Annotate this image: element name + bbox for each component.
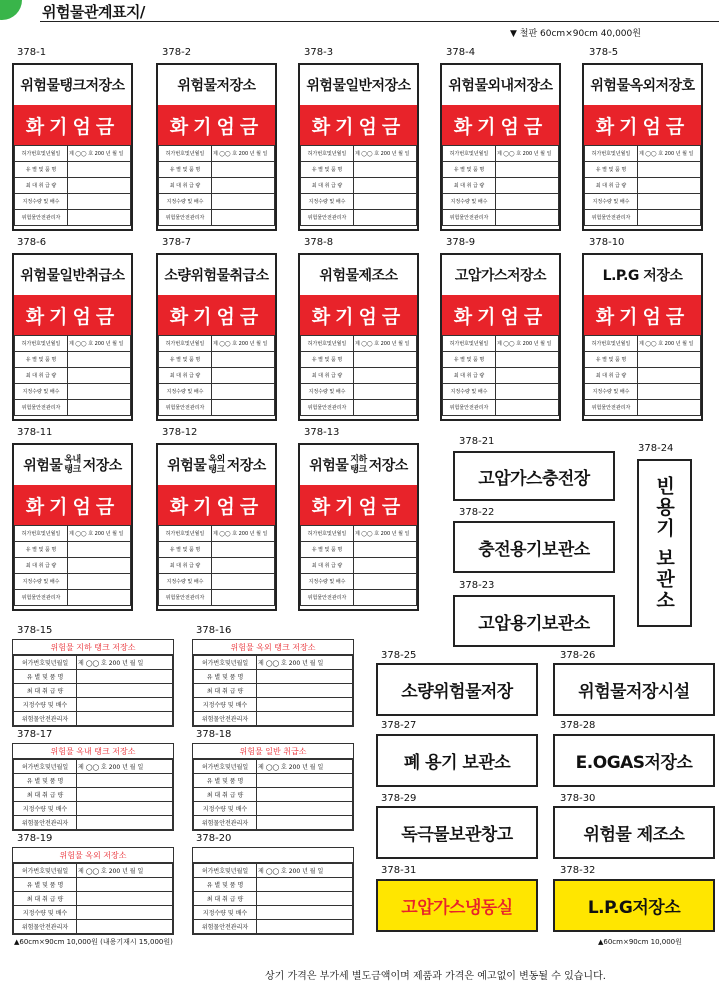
permit-value: 제 ◯◯ 호 200 년 월 일	[212, 146, 275, 162]
row-label: 허가번호및년월일	[585, 146, 638, 162]
footer-disclaimer: 상기 가격은 부가세 별도금액이며 제품과 가격은 예고없이 변동될 수 있습니다.	[265, 971, 606, 982]
row-label: 최 대 취 급 량	[301, 558, 354, 574]
row-label: 위험물안전관리자	[14, 816, 77, 830]
row-label: 허가번호및년월일	[194, 656, 257, 670]
code-378-16: 378-16	[196, 625, 232, 636]
info-table	[442, 335, 559, 416]
code-378-15: 378-15	[17, 625, 53, 636]
row-label: 유 별 및 품 명	[15, 352, 68, 368]
row-label: 위험물안전관리자	[14, 920, 77, 934]
info-table	[13, 863, 173, 934]
row-label: 위험물안전관리자	[194, 920, 257, 934]
sign-title: 위험물탱크저장소	[20, 78, 125, 94]
code-378-11: 378-11	[17, 427, 53, 438]
plate-378-29: 독극물보관창고	[376, 806, 538, 859]
row-label: 유 별 및 품 명	[15, 542, 68, 558]
row-label: 유 별 및 품 명	[194, 774, 257, 788]
row-label: 허가번호및년월일	[301, 146, 354, 162]
code-378-21: 378-21	[459, 436, 495, 447]
row-label: 허가번호및년월일	[14, 656, 77, 670]
row-label: 유 별 및 품 명	[301, 542, 354, 558]
row-label: 최 대 취 급 량	[194, 788, 257, 802]
plate-378-25: 소량위험물저장	[376, 663, 538, 716]
row-label: 위험물안전관리자	[15, 400, 68, 416]
sign-title-sub: 탱크	[208, 465, 225, 475]
code-378-31: 378-31	[381, 865, 417, 876]
row-label: 허가번호및년월일	[15, 336, 68, 352]
header-divider	[40, 21, 719, 22]
code-378-30: 378-30	[560, 793, 596, 804]
sign-title-stack	[350, 455, 366, 475]
sign-title: 고압가스저장소	[454, 268, 547, 284]
fire-warning-band: 화기엄금	[584, 105, 701, 145]
row-label: 허가번호및년월일	[159, 336, 212, 352]
row-label: 지정수량 및 배수	[194, 906, 257, 920]
row-label: 위험물안전관리자	[301, 590, 354, 606]
row-label: 최 대 취 급 량	[159, 368, 212, 384]
row-label: 최 대 취 급 량	[15, 178, 68, 194]
main-price-note: ▼ 철판 60cm×90cm 40,000원	[510, 29, 641, 39]
info-table	[442, 145, 559, 226]
sign-378-4	[440, 63, 561, 231]
permit-value: 제 ◯◯ 호 200 년 월 일	[354, 336, 417, 352]
row-label: 유 별 및 품 명	[14, 670, 77, 684]
fire-warning-band: 화기엄금	[158, 485, 275, 525]
row-label: 최 대 취 급 량	[159, 558, 212, 574]
code-378-26: 378-26	[560, 650, 596, 661]
sign-title: 위험물제조소	[319, 268, 398, 284]
row-label: 최 대 취 급 량	[585, 178, 638, 194]
sign-title-sub: 탱크	[64, 465, 81, 475]
plate-378-23: 고압용기보관소	[453, 595, 615, 647]
row-label: 유 별 및 품 명	[194, 670, 257, 684]
row-label: 유 별 및 품 명	[443, 162, 496, 178]
code-378-29: 378-29	[381, 793, 417, 804]
sign-title-sub: 옥외	[208, 455, 225, 465]
row-label: 허가번호및년월일	[443, 146, 496, 162]
sign-title-sub: 옥내	[64, 455, 81, 465]
sign-title-main: 저장소	[368, 458, 408, 474]
row-label: 허가번호및년월일	[301, 336, 354, 352]
row-label: 위험물안전관리자	[443, 210, 496, 226]
row-label: 허가번호및년월일	[443, 336, 496, 352]
permit-value: 제 ◯◯ 호 200 년 월 일	[257, 864, 353, 878]
sign-title-main: 위험물	[23, 458, 63, 474]
code-378-3: 378-3	[304, 47, 334, 58]
row-label: 유 별 및 품 명	[14, 878, 77, 892]
sign-378-7	[156, 253, 277, 421]
row-label: 유 별 및 품 명	[159, 162, 212, 178]
code-378-2: 378-2	[162, 47, 192, 58]
row-label: 유 별 및 품 명	[443, 352, 496, 368]
permit-value: 제 ◯◯ 호 200 년 월 일	[354, 146, 417, 162]
permit-value: 제 ◯◯ 호 200 년 월 일	[638, 146, 701, 162]
row-label: 위험물안전관리자	[194, 816, 257, 830]
row-label: 지정수량 및 배수	[14, 906, 77, 920]
row-label: 유 별 및 품 명	[301, 162, 354, 178]
info-table	[14, 335, 131, 416]
permit-value: 제 ◯◯ 호 200 년 월 일	[68, 526, 131, 542]
row-label: 최 대 취 급 량	[159, 178, 212, 194]
row-label: 지정수량 및 배수	[585, 384, 638, 400]
code-378-6: 378-6	[17, 237, 47, 248]
table-378-16	[192, 639, 354, 727]
row-label: 위험물안전관리자	[15, 210, 68, 226]
page-title: 위험물관계표지/	[42, 3, 145, 21]
row-label: 유 별 및 품 명	[159, 542, 212, 558]
fire-warning-band: 화기엄금	[442, 105, 559, 145]
row-label: 지정수량 및 배수	[301, 194, 354, 210]
row-label: 최 대 취 급 량	[14, 788, 77, 802]
row-label: 지정수량 및 배수	[443, 384, 496, 400]
row-label: 위험물안전관리자	[159, 590, 212, 606]
fire-warning-band: 화기엄금	[158, 295, 275, 335]
row-label: 위험물안전관리자	[301, 400, 354, 416]
code-378-10: 378-10	[589, 237, 625, 248]
code-378-20: 378-20	[196, 833, 232, 844]
plate-378-32: L.P.G저장소	[553, 879, 715, 932]
sign-378-11	[12, 443, 133, 611]
code-378-8: 378-8	[304, 237, 334, 248]
row-label: 지정수량 및 배수	[194, 802, 257, 816]
row-label: 지정수량 및 배수	[159, 574, 212, 590]
row-label: 위험물안전관리자	[301, 210, 354, 226]
table-378-18	[192, 743, 354, 831]
sign-title: 위험물저장소	[177, 78, 256, 94]
fire-warning-band: 화기엄금	[300, 295, 417, 335]
sign-378-2	[156, 63, 277, 231]
row-label: 허가번호및년월일	[159, 146, 212, 162]
row-label: 지정수량 및 배수	[159, 384, 212, 400]
row-label: 위험물안전관리자	[443, 400, 496, 416]
row-label: 지정수량 및 배수	[585, 194, 638, 210]
row-label: 최 대 취 급 량	[15, 368, 68, 384]
row-label: 위험물안전관리자	[14, 712, 77, 726]
sign-378-6	[12, 253, 133, 421]
sign-title-stack	[208, 455, 224, 475]
row-label: 유 별 및 품 명	[301, 352, 354, 368]
fire-warning-band: 화기엄금	[14, 485, 131, 525]
row-label: 위험물안전관리자	[15, 590, 68, 606]
table-378-20	[192, 847, 354, 935]
row-label: 최 대 취 급 량	[301, 368, 354, 384]
fire-warning-band: 화기엄금	[14, 295, 131, 335]
code-378-23: 378-23	[459, 580, 495, 591]
permit-value: 제 ◯◯ 호 200 년 월 일	[68, 146, 131, 162]
sign-378-1	[12, 63, 133, 231]
row-label: 지정수량 및 배수	[15, 574, 68, 590]
code-378-17: 378-17	[17, 729, 53, 740]
plate-378-21: 고압가스충전장	[453, 451, 615, 501]
fire-warning-band: 화기엄금	[584, 295, 701, 335]
table-caption	[193, 848, 353, 863]
permit-value: 제 ◯◯ 호 200 년 월 일	[354, 526, 417, 542]
row-label: 유 별 및 품 명	[14, 774, 77, 788]
row-label: 지정수량 및 배수	[194, 698, 257, 712]
row-label: 허가번호및년월일	[14, 864, 77, 878]
permit-value: 제 ◯◯ 호 200 년 월 일	[496, 146, 559, 162]
info-table	[300, 335, 417, 416]
code-378-32: 378-32	[560, 865, 596, 876]
plate-378-22: 충전용기보관소	[453, 521, 615, 573]
permit-value: 제 ◯◯ 호 200 년 월 일	[212, 526, 275, 542]
permit-value: 제 ◯◯ 호 200 년 월 일	[77, 864, 173, 878]
plate-378-26: 위험물저장시설	[553, 663, 715, 716]
sign-378-3	[298, 63, 419, 231]
row-label: 허가번호및년월일	[194, 760, 257, 774]
sign-378-8	[298, 253, 419, 421]
code-378-9: 378-9	[446, 237, 476, 248]
row-label: 유 별 및 품 명	[585, 352, 638, 368]
code-378-24: 378-24	[638, 443, 674, 454]
sign-title: 소량위험물취급소	[164, 268, 269, 284]
sign-title-main: 저장소	[226, 458, 266, 474]
info-table	[584, 145, 701, 226]
row-label: 최 대 취 급 량	[15, 558, 68, 574]
info-table	[193, 759, 353, 830]
row-label: 허가번호및년월일	[14, 760, 77, 774]
plate-378-30: 위험물 제조소	[553, 806, 715, 859]
code-378-27: 378-27	[381, 720, 417, 731]
sign-title-main: 저장소	[82, 458, 122, 474]
row-label: 최 대 취 급 량	[14, 684, 77, 698]
row-label: 지정수량 및 배수	[301, 574, 354, 590]
table-378-19	[12, 847, 174, 935]
fire-warning-band: 화기엄금	[300, 485, 417, 525]
code-378-25: 378-25	[381, 650, 417, 661]
sign-title	[158, 445, 275, 485]
row-label: 위험물안전관리자	[159, 210, 212, 226]
code-378-19: 378-19	[17, 833, 53, 844]
row-label: 허가번호및년월일	[301, 526, 354, 542]
table-caption: 위험물 지하 탱크 저장소	[13, 640, 173, 655]
row-label: 유 별 및 품 명	[15, 162, 68, 178]
row-label: 최 대 취 급 량	[443, 368, 496, 384]
sign-title-main: 위험물	[309, 458, 349, 474]
table-caption: 위험물 옥외 저장소	[13, 848, 173, 863]
code-378-13: 378-13	[304, 427, 340, 438]
table-caption: 위험물 일반 취급소	[193, 744, 353, 759]
permit-value: 제 ◯◯ 호 200 년 월 일	[496, 336, 559, 352]
info-table	[300, 145, 417, 226]
code-378-18: 378-18	[196, 729, 232, 740]
sign-title	[14, 445, 131, 485]
sign-378-12	[156, 443, 277, 611]
sign-title-main: 위험물	[167, 458, 207, 474]
row-label: 지정수량 및 배수	[14, 802, 77, 816]
fire-warning-band: 화기엄금	[158, 105, 275, 145]
fire-warning-band: 화기엄금	[14, 105, 131, 145]
sign-title-sub: 탱크	[350, 465, 367, 475]
permit-value: 제 ◯◯ 호 200 년 월 일	[68, 336, 131, 352]
sign-378-13	[298, 443, 419, 611]
table-378-15	[12, 639, 174, 727]
info-table	[584, 335, 701, 416]
sign-title: L.P.G 저장소	[602, 268, 683, 284]
info-table	[13, 759, 173, 830]
info-table	[158, 335, 275, 416]
plate-378-31: 고압가스냉동실	[376, 879, 538, 932]
code-378-22: 378-22	[459, 507, 495, 518]
row-label: 유 별 및 품 명	[194, 878, 257, 892]
row-label: 유 별 및 품 명	[159, 352, 212, 368]
row-label: 지정수량 및 배수	[15, 384, 68, 400]
permit-value: 제 ◯◯ 호 200 년 월 일	[638, 336, 701, 352]
row-label: 지정수량 및 배수	[14, 698, 77, 712]
plate-378-28: E.OGAS저장소	[553, 734, 715, 787]
row-label: 최 대 취 급 량	[14, 892, 77, 906]
info-table	[300, 525, 417, 606]
row-label: 위험물안전관리자	[585, 210, 638, 226]
row-label: 최 대 취 급 량	[443, 178, 496, 194]
permit-value: 제 ◯◯ 호 200 년 월 일	[77, 656, 173, 670]
sign-title-sub: 지하	[350, 455, 367, 465]
row-label: 최 대 취 급 량	[301, 178, 354, 194]
row-label: 지정수량 및 배수	[443, 194, 496, 210]
code-378-7: 378-7	[162, 237, 192, 248]
row-label: 지정수량 및 배수	[301, 384, 354, 400]
row-label: 위험물안전관리자	[194, 712, 257, 726]
permit-value: 제 ◯◯ 호 200 년 월 일	[257, 656, 353, 670]
row-label: 최 대 취 급 량	[194, 684, 257, 698]
table-caption: 위험물 옥외 탱크 저장소	[193, 640, 353, 655]
code-378-12: 378-12	[162, 427, 198, 438]
info-table	[158, 525, 275, 606]
info-table	[193, 863, 353, 934]
price-note-left: ▲60cm×90cm 10,000원 (내용기재시 15,000원)	[14, 938, 173, 946]
sign-title: 위험물옥외저장호	[590, 78, 695, 94]
sign-378-5	[582, 63, 703, 231]
row-label: 위험물안전관리자	[159, 400, 212, 416]
permit-value: 제 ◯◯ 호 200 년 월 일	[77, 760, 173, 774]
page-header	[0, 0, 719, 26]
code-378-28: 378-28	[560, 720, 596, 731]
info-table	[193, 655, 353, 726]
row-label: 허가번호및년월일	[15, 526, 68, 542]
sign-title: 위험물일반저장소	[306, 78, 411, 94]
row-label: 허가번호및년월일	[15, 146, 68, 162]
header-accent-shape	[0, 0, 22, 20]
row-label: 최 대 취 급 량	[585, 368, 638, 384]
row-label: 유 별 및 품 명	[585, 162, 638, 178]
row-label: 위험물안전관리자	[585, 400, 638, 416]
sign-title: 위험물외내저장소	[448, 78, 553, 94]
table-378-17	[12, 743, 174, 831]
plate-378-27: 폐 용기 보관소	[376, 734, 538, 787]
row-label: 허가번호및년월일	[194, 864, 257, 878]
code-378-1: 378-1	[17, 47, 47, 58]
row-label: 지정수량 및 배수	[15, 194, 68, 210]
info-table	[14, 525, 131, 606]
permit-value: 제 ◯◯ 호 200 년 월 일	[212, 336, 275, 352]
row-label: 허가번호및년월일	[585, 336, 638, 352]
fire-warning-band: 화기엄금	[300, 105, 417, 145]
code-378-4: 378-4	[446, 47, 476, 58]
sign-title: 위험물일반취급소	[20, 268, 125, 284]
sign-title-stack	[64, 455, 80, 475]
fire-warning-band: 화기엄금	[442, 295, 559, 335]
plate-378-24	[637, 459, 692, 627]
sign-378-10	[582, 253, 703, 421]
row-label: 최 대 취 급 량	[194, 892, 257, 906]
plate-378-24-text: 빈용기 보관소	[653, 475, 675, 611]
info-table	[13, 655, 173, 726]
table-caption: 위험물 옥내 탱크 저장소	[13, 744, 173, 759]
row-label: 지정수량 및 배수	[159, 194, 212, 210]
sign-title	[300, 445, 417, 485]
price-note-right: ▲60cm×90cm 10,000원	[598, 938, 682, 946]
row-label: 허가번호및년월일	[159, 526, 212, 542]
code-378-5: 378-5	[589, 47, 619, 58]
permit-value: 제 ◯◯ 호 200 년 월 일	[257, 760, 353, 774]
sign-378-9	[440, 253, 561, 421]
info-table	[158, 145, 275, 226]
info-table	[14, 145, 131, 226]
